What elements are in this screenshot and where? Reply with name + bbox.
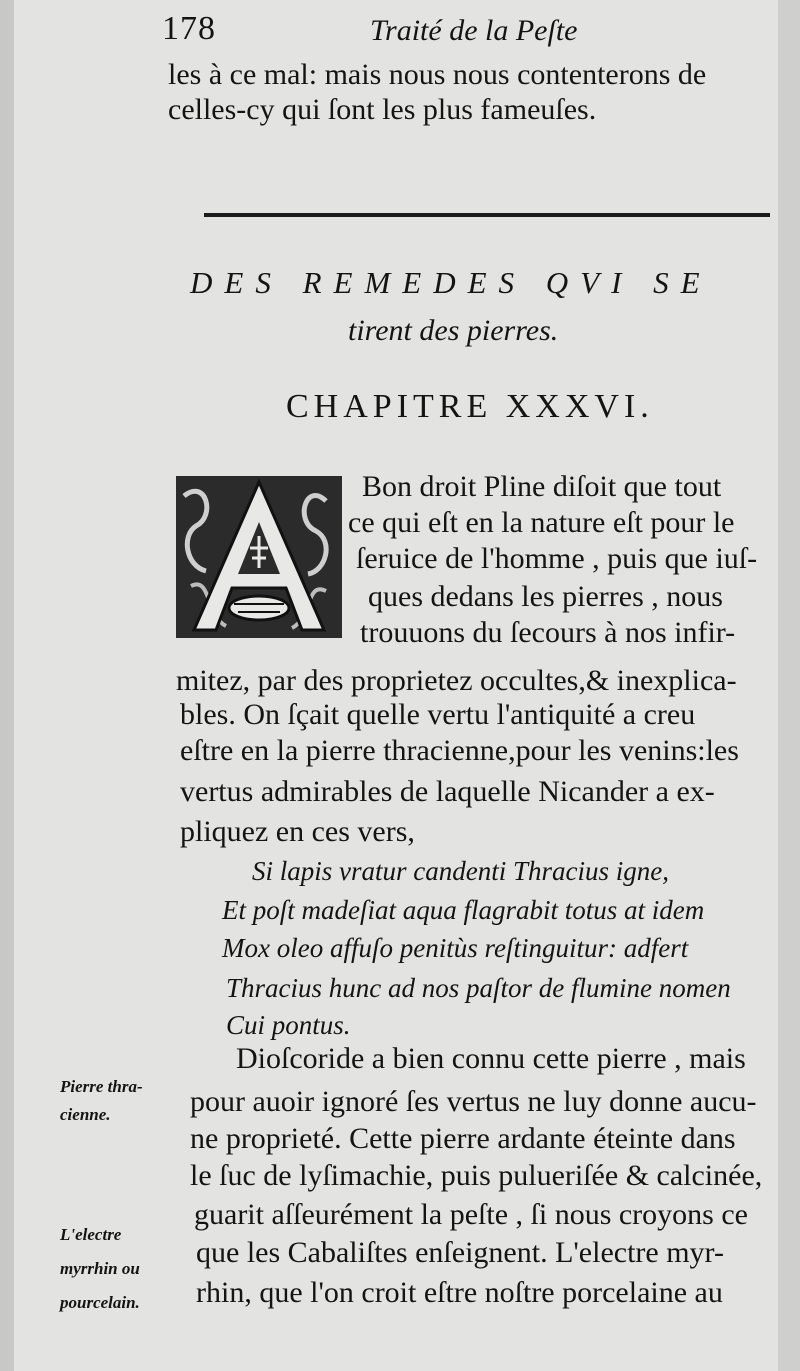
chapter-heading: CHAPITRE XXXVI.	[286, 388, 654, 425]
margin-note: L'electre	[60, 1225, 122, 1244]
verse-line: Et poſt madeſiat aqua flagrabit totus at idem	[222, 895, 705, 925]
drop-cap-letter: A	[258, 516, 260, 517]
body-line: guarit aſſeurément la peſte , ſi nous croyons ce	[194, 1198, 748, 1231]
body-line: Dioſcoride a bien connu cette pierre , mais	[236, 1042, 746, 1075]
body-line: Bon droit Pline diſoit que tout	[362, 470, 722, 503]
drop-cap-initial	[176, 476, 342, 638]
running-title: Traité de la Peſte	[370, 14, 578, 47]
body-line: trouuons du ſecours à nos infir-	[360, 616, 736, 649]
body-line: rhin, que l'on croit eſtre noſtre porcelaine au	[196, 1276, 723, 1309]
body-line: que les Cabaliſtes enſeignent. L'electre myr-	[196, 1236, 724, 1269]
section-subheading: tirent des pierres.	[348, 314, 559, 347]
margin-note: pourcelain.	[60, 1293, 140, 1312]
section-heading: DES REMEDES QVI SE	[190, 265, 712, 300]
running-head	[162, 10, 772, 54]
body-line: ce qui eſt en la nature eſt pour le	[348, 506, 735, 539]
verse-line: Si lapis vratur candenti Thracius igne,	[252, 856, 669, 886]
section-rule	[204, 213, 770, 217]
body-line: ſeruice de l'homme , puis que iuſ-	[356, 542, 758, 575]
margin-note: Pierre thra-	[60, 1077, 143, 1096]
verse-line: Mox oleo affuſo penitùs reſtinguitur: adfert	[222, 933, 689, 963]
margin-note: cienne.	[60, 1105, 111, 1124]
body-line: pliquez en ces vers,	[180, 815, 415, 848]
body-line: ne proprieté. Cette pierre ardante éteinte dans	[190, 1122, 736, 1155]
body-line: mitez, par des proprietez occultes,& inexplica-	[176, 664, 737, 697]
margin-note: myrrhin ou	[60, 1259, 140, 1278]
verse-line: Cui pontus.	[226, 1010, 351, 1040]
verse-line: Thracius hunc ad nos paſtor de flumine nomen	[226, 973, 731, 1003]
body-line: pour auoir ignoré ſes vertus ne luy donne aucu-	[190, 1085, 757, 1118]
page-edge-right	[778, 0, 800, 1371]
body-line: eſtre en la pierre thracienne,pour les venins:les	[180, 734, 739, 767]
intro-line: celles-cy qui ſont les plus fameuſes.	[168, 93, 597, 126]
body-line: vertus admirables de laquelle Nicander a ex-	[180, 775, 715, 808]
body-line: le ſuc de lyſimachie, puis pulueriſée & calcinée,	[190, 1159, 763, 1192]
body-line: ques dedans les pierres , nous	[368, 580, 723, 613]
page-edge-left	[0, 0, 14, 1371]
page-number: 178	[162, 10, 216, 47]
body-line: bles. On ſçait quelle vertu l'antiquité a creu	[180, 698, 696, 731]
intro-line: les à ce mal: mais nous nous contenterons de	[168, 58, 707, 91]
ornament-icon	[176, 476, 342, 638]
